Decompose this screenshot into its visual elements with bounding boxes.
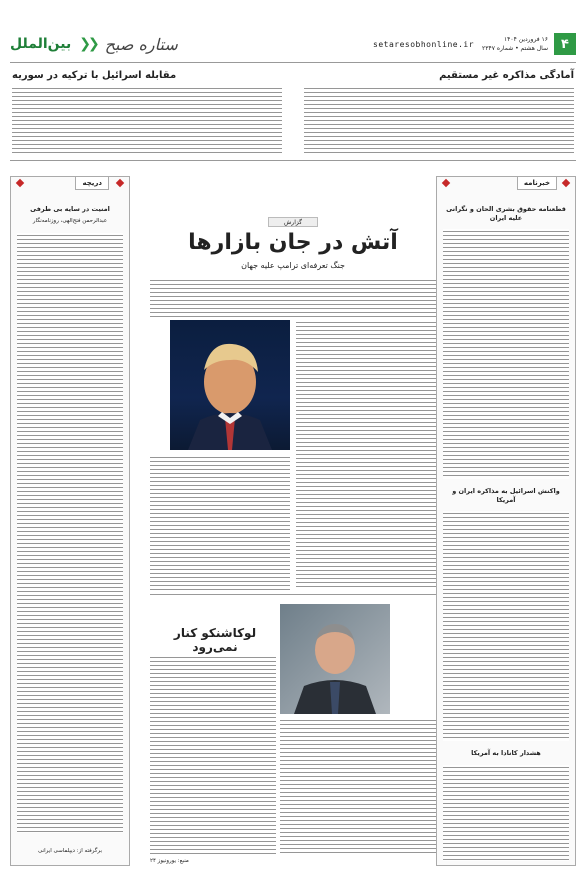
- article-text: [150, 655, 276, 855]
- article-text: [150, 455, 290, 590]
- page-number: ۴: [554, 33, 576, 55]
- headline-top-right: آمادگی مذاکره غیر مستقیم: [439, 70, 574, 81]
- side-text: [443, 511, 569, 741]
- source-note: منبع: یورونیوز ۲۴: [150, 858, 189, 864]
- diamond-icon: [16, 179, 24, 187]
- source-note: برگرفته از: دیپلماسی ایرانی: [38, 848, 102, 854]
- headline-top-left: مقابله اسرائیل با ترکیه در سوریه: [12, 70, 177, 81]
- side-tab-right: خبرنامه: [517, 176, 557, 190]
- issue-line: سال هشتم • شماره ۲۳۴۷: [482, 45, 548, 52]
- byline: عبدالرحمن فتح‌الهی، روزنامه‌نگار: [32, 218, 108, 224]
- side-text: [443, 229, 569, 479]
- date-block: [482, 35, 548, 53]
- side-text: [17, 233, 123, 833]
- article-text-top-left: [12, 86, 282, 154]
- date-line: ۱۶ فروردین ۱۴۰۴: [503, 36, 548, 43]
- side-subtitle-1: واکنش اسرائیل به مذاکره ایران و آمریکا: [452, 487, 560, 504]
- side-text: [443, 765, 569, 861]
- double-arrow-icon: ❮❮: [79, 36, 97, 52]
- lead-text: [150, 278, 436, 318]
- side-box-right: [436, 176, 576, 866]
- article-text: [280, 718, 436, 855]
- section-title: بین‌الملل: [10, 36, 72, 52]
- side-title-left: امنیت در سایه بی طرفی: [30, 205, 110, 213]
- divider: [10, 62, 576, 63]
- site-url[interactable]: setaresobhonline.ir: [373, 39, 475, 49]
- report-badge: گزارش: [268, 217, 318, 227]
- photo-trump: [170, 320, 290, 450]
- diamond-icon: [442, 179, 450, 187]
- article-text: [296, 320, 436, 590]
- photo-lukashenko: [280, 604, 390, 714]
- main-subheadline: جنگ تعرفه‌ای ترامپ علیه جهان: [241, 261, 345, 270]
- divider: [150, 594, 436, 595]
- divider: [10, 160, 576, 161]
- logo: ستاره صبح: [104, 34, 178, 54]
- page-header: [10, 28, 576, 60]
- side-subtitle-2: هشدار کانادا به آمریکا: [471, 749, 541, 757]
- side-tab-left: دریچه: [75, 176, 109, 190]
- second-headline: لوکاشنکو کنار نمی‌رود: [173, 626, 257, 654]
- article-text-top-right: [304, 86, 574, 154]
- side-box-left: [10, 176, 130, 866]
- main-headline: آتش در جان بازارها: [188, 230, 398, 255]
- diamond-icon: [562, 179, 570, 187]
- diamond-icon: [116, 179, 124, 187]
- side-title-right: قطعنامه حقوق بشری الحان و نگرانی علیه ایران: [446, 205, 566, 222]
